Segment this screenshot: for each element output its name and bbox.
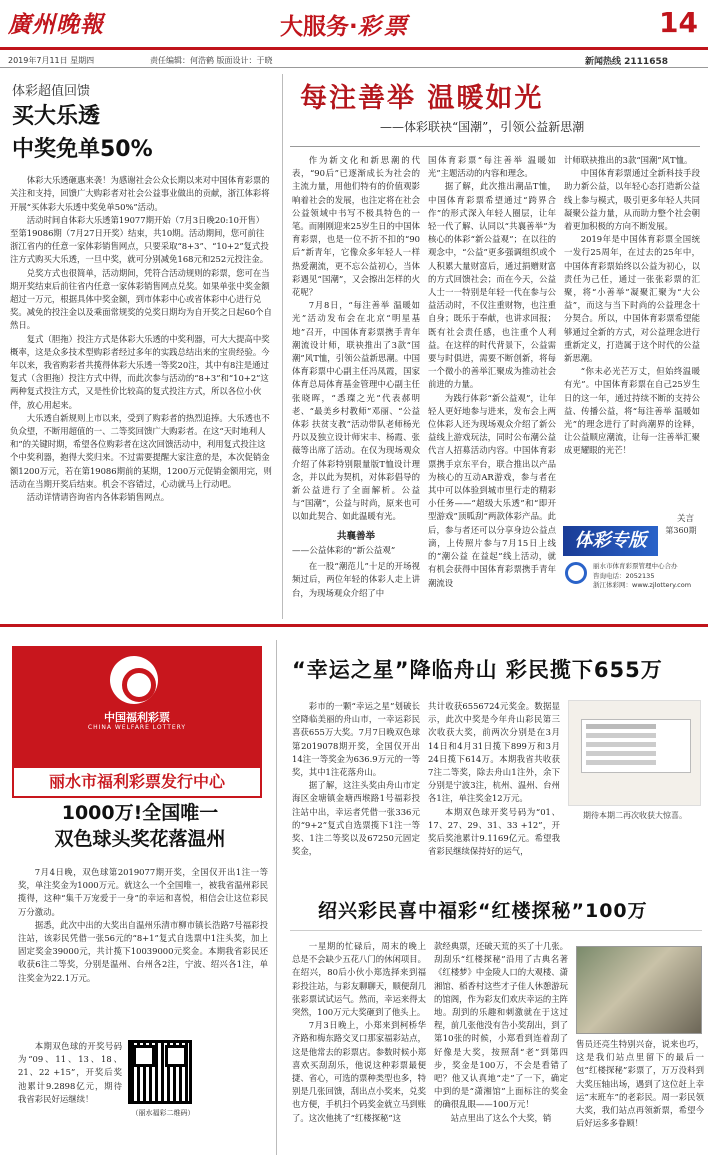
section-title: 大服务·彩票 bbox=[280, 13, 410, 40]
welfare-lottery-emblem-icon bbox=[110, 656, 158, 704]
sports-lottery-emblem-icon bbox=[565, 562, 587, 584]
issue-number: 第360期 bbox=[665, 526, 697, 535]
author-byline: 关言 bbox=[676, 514, 694, 524]
article-headline: “幸运之星”降临舟山 彩民揽下655万 bbox=[292, 658, 663, 682]
article-column-2 bbox=[428, 700, 560, 858]
paragraph: 国体育彩票“每注善举 温暖如光”主题活动的内容和理念。 bbox=[428, 155, 556, 179]
lottery-ticket bbox=[581, 719, 691, 773]
article-column-3 bbox=[564, 154, 700, 458]
info-rule bbox=[0, 67, 708, 68]
column-divider bbox=[282, 74, 283, 619]
article-column-2 bbox=[428, 154, 556, 590]
paragraph: 计师联袂推出的3款“国潮”风T恤。 bbox=[564, 155, 693, 165]
qr-caption: （丽水福彩二维码） bbox=[131, 1109, 195, 1117]
article-headline bbox=[20, 800, 260, 852]
article-column-1 bbox=[292, 700, 420, 858]
lottery-store-photo bbox=[576, 946, 702, 1034]
welfare-center-name: 丽水市福利彩票发行中心 bbox=[12, 766, 262, 798]
article-kicker: 体彩超值回馈 bbox=[12, 84, 91, 99]
paragraph: 为践行体彩“新公益观”，让年轻人更好地参与进来，发布会上两位体彩人还为现场观众介绍了新公益线上游戏玩法，同时公布潮公益代言人招募活动内容。中国体育彩票携手京东平台，联合推出以产品为核心的互动AR游戏，参与者在其中可以体验到城市里行走的精彩小任务——“超级大乐透”和“即开型游戏”顶呱刮“两款体彩产品。此后，参与者还可以分享身边公益点滴，上传照片参与7月15日上线的“潮公益 在益起”线上活动，就有机会获得中国体育彩票携手青年潮流设 bbox=[428, 392, 556, 588]
news-hotline: 新闻热线 2111658 bbox=[585, 57, 668, 67]
paragraph: 共计收获6556724元奖金。数据显示，此次中奖是今年舟山彩民第三次收获大奖，前两次分别是在3月14日和4月31日揽下899万和3月24日揽下614万。本期我省共收获7注二等奖，除去舟山1注外，余下分别是宁波3注，杭州、温州、台州各1注，单注奖金12万元。 bbox=[428, 701, 560, 804]
paragraph: 活动时间自体彩大乐透第19077期开始（7月3日晚20:10开售）至第19086期（7月27日开奖）结束，共10期。活动期间，您可前往浙江省内的任意一家体彩销售网点，只要采取“8+3”、“10+2”复式投注方式购买大乐透，一旦中奖，就可分别减免168元和252元投注金。 bbox=[10, 214, 269, 265]
contact-line: 丽水市体育彩票管理中心合办 bbox=[593, 562, 678, 570]
welfare-lottery-logo bbox=[12, 646, 262, 766]
article-column-1 bbox=[292, 154, 420, 600]
article-column-1 bbox=[292, 940, 426, 1125]
paragraph: 2019年是中国体育彩票全国统一发行25周年，在过去的25年中，中国体育彩票始终以公益为初心，以责任为己任，通过一张张彩票的汇聚，将“小善举”凝聚汇聚为“大公益”，而这与当下时尚的公益理念十分契合。所以，中国体育彩票希望能够通过全新的方式，对公益理念进行重新定义，打造属于这个时代的公益新思潮。 bbox=[564, 234, 700, 364]
headline-rule bbox=[290, 146, 700, 147]
masthead-rule bbox=[0, 47, 708, 50]
article-body-tail bbox=[18, 1040, 122, 1106]
paragraph: 作为新文化和新思潮的代表，“90后”已逐渐成长为社会的主流力量，用他们特有的价值观影响着社会的发展，也注定将在社会公益领域中书写不极具特色的一笔。而刚刚迎来25岁生日的中国体育彩票，也是一位不折不扣的“90后”新青年，它像众多年轻人一样热爱潮流，更不忘公益初心，当体彩遇见“国潮”，又会擦出怎样的火花呢？ bbox=[292, 155, 420, 298]
article-column-2 bbox=[434, 940, 568, 1125]
image-caption: 期待本期二再次收获大惊喜。 bbox=[583, 811, 687, 820]
paragraph: 大乐透自新规则上市以来，受到了购彩者的热烈追捧。大乐透也不负众望，不断用超值的一、二等奖回馈广大购彩者。在这“天时地利人和”的关键时期，希望各位购彩者在这次回馈活动中，利用复式投注这个中奖利器，抱得大奖归来。不过需要提醒大家注意的是，本次促销金额1200万元，若在第19086期前的某期，1200万元促销金额用完，则活动在当期开奖后结束。机会不容错过，心动就马上行动吧。 bbox=[10, 412, 272, 489]
sports-lottery-contact bbox=[593, 562, 691, 591]
paragraph: 兑奖方式也很简单，活动期间，凭符合活动规则的彩票，您可在当期开奖结束后前往省内任意一家体彩销售网点兑奖。如果单张中奖金额超过一万元，根据具体中奖金额，到市体彩中心或省体彩中心进行兑奖。减免的投注金以及乘面常规奖的兑奖日期均为自开奖之日起60个自然日。 bbox=[10, 267, 272, 331]
section-subhead: 共襄善举 bbox=[336, 530, 375, 542]
headline-line: 1000万!全国唯一 bbox=[61, 802, 219, 824]
paragraph: 款经典票，还破天荒的买了十几张。刮刮乐“红楼探秘”沿用了古典名著《红楼梦》中金陵人口的大观楼、潇湘馆、稻香村这些才子佳人休憩游玩的馆阁，作为彩友们欢庆幸运的主阵地。刮到的乐趣和刺激就在于这过程，前几张他没有告小奖刮出，到了第10张的时候，小郑看到连着刮了好像是大奖，按照刮“老”到第四步，奖金是100万，不会是看错了吧？他又认真地“走”了一下，确定中到的是“潇湘馆”上面标注的奖金的确很乱眼——100万元！ bbox=[434, 941, 568, 1110]
headline-rule bbox=[290, 930, 702, 931]
paragraph: 体彩大乐透砸惠来袭！为感谢社会公众长期以来对中国体育彩票的关注和支持，回馈广大购彩者对社会公益事业做出的贡献，浙江体彩将开展“买体彩大乐透中奖免单50%”活动。 bbox=[10, 175, 270, 212]
paragraph: 活动详情请咨询省内各体彩销售网点。 bbox=[26, 492, 170, 503]
info-bar bbox=[0, 53, 708, 67]
sports-lottery-box bbox=[563, 526, 701, 594]
paragraph: 在一股“潮范儿”十足的开场视频过后，两位年轻的体彩人走上讲台，为现场观众介绍了中 bbox=[292, 561, 420, 598]
paragraph: 本期双色球的开奖号码为“09、11、13、18、21、22 +15”，开奖后奖池累计9.2898亿元，期待我省彩民好运继续！ bbox=[18, 1041, 122, 1104]
paragraph: 一星期的忙碌后，周末的晚上总是不会缺少五花八门的休闲项目。在绍兴，80后小伙小郑选择来到福彩投注站，与彩友聊聊天，顺便刮几张彩票试试运气。然而，幸运来得太突然，100万元大奖砸到了他头上。 bbox=[292, 941, 426, 1018]
contact-line: 浙江体彩网：www.zjlottery.com bbox=[593, 581, 692, 589]
contact-line: 咨询电话：2052135 bbox=[593, 571, 655, 580]
issue-date: 2019年7月11日 星期四 bbox=[8, 56, 95, 65]
article-body bbox=[6, 174, 276, 504]
article-headline-line2: 中奖免单50% bbox=[12, 136, 153, 162]
paragraph: 中国体育彩票通过全新科技手段助力新公益，以年轻心态打造新公益线上参与模式，吸引更多年轻人共同凝聚公益力量，从而助力整个社会朝着更加积极的方向不断发展。 bbox=[564, 168, 700, 232]
paragraph: 站点里出了这么个大奖，销 bbox=[450, 1112, 552, 1123]
paragraph: 本期双色球开奖号码为“01、17、27、29、31、33 +12”，开奖后奖池累计9.1169亿元。希望我省彩民继续保持好的运气， bbox=[428, 806, 560, 857]
section-subhead-dek: ——公益体彩的“新公益观” bbox=[292, 545, 396, 556]
article-headline-line1: 买大乐透 bbox=[12, 104, 101, 129]
section-sub: 彩票 bbox=[357, 13, 410, 40]
paragraph: 据了解，此次推出潮品T恤，中国体育彩票希望通过“跨界合作”的形式深入年轻人圈层，让年轻一代了解、认同以“共襄善举”为核心的体彩“新公益观”；在以往的观念中，“公益”更多强调组织或个人积累大量财富后，通过捐赠财富的方式回馈社会；而在今天，公益人士一一特别是年轻一代在参与公益活动时，不仅注重财物，也注重自身；既乐于奉献，也讲求回报；既有社会责任感，也注重个人利益。在这样的时代背景下，公益需要与时俱进，需要不断创新，将每一个微小的善举汇聚成为推动社会前进的力量。 bbox=[428, 181, 556, 390]
masthead bbox=[0, 0, 708, 50]
section-separator bbox=[0, 624, 708, 627]
article-headline: 绍兴彩民喜中福彩“红楼探秘”100万 bbox=[318, 900, 648, 922]
welfare-logo-cn: 中国福利彩票 bbox=[104, 711, 170, 724]
paragraph: 7月8日，“每注善举 温暖如光”活动发布会在北京“明星基地”召开，中国体育彩票携手青年潮流设计师，联袂推出了3款“国潮”风T恤，引领公益新思潮。中国体育彩票中心副主任冯凤霞，国家体育总局体育基金管理中心副主任张晓晖，“悉璨之光”代表郝明老、“最美乡村教师”邓丽、“公益体彩 扶贫支教”活动带队老师杨光丹以及独立设计师宋丰、杨霞、张薇等出席了活动。在仅为现场观众介绍了体彩特别限量版T恤设计理念，并以此为契机，对体彩倡导的新公益进行了全面解析。公益与“国潮”，公益与时尚，原来也可以如此契合、如此温暖有光。 bbox=[292, 300, 420, 522]
lottery-ticket-image bbox=[568, 700, 701, 806]
paragraph: 据悉，此次中出的大奖出自温州乐清市柳市镇长浩路7号福彩投注站，该彩民凭借一张56元的“8+1”复式自选票中1注头奖，加上固定奖金39000元，共计揽下10039000元奖金。本期我省彩民还收获6注二等奖，分别是温州、台州各2注，宁波、绍兴各1注，单注奖金为22.1万元。 bbox=[18, 919, 268, 983]
sports-lottery-logo: 体彩专版 bbox=[563, 526, 658, 556]
paragraph: 彩市的一颗“幸运之星”划破长空降临美丽的舟山市，一幸运彩民喜获655万大奖。7月7日晚双色球第2019078期开奖，全国仅开出14注一等奖金为636.9万元的一等奖，其中1注花落舟山。 bbox=[292, 701, 420, 778]
article-daletou-rebate bbox=[6, 74, 276, 504]
paragraph: 复式（胆拖）投注方式是体彩大乐透的中奖利器，可大大提高中奖概率，这是众多技术型购彩者经过多年的实践总结出来的宝贵经验。今年以来，我省购彩者共揽得体彩大乐透一等奖20注，其中有8注是通过复式（含胆拖）投注方式中得，而此次参与活动的“8+3”和“10+2”这两种复式投注方式，又是性价比较高的复式投注方式，所以各位小伙伴，放心用起来。 bbox=[10, 333, 270, 410]
editor-credits: 责任编辑：何浩鹤 版面设计：于晓 bbox=[150, 56, 273, 65]
paragraph: “你未必光芒万丈，但始终温暖有光”。中国体育彩票在自己25岁生日的这一年，通过持续不断的支持公益、传播公益，将“每注善举 温暖如光”的理念进行了时尚潮界的诠释，让公益顺应潮流，让每一注善举汇聚成更耀眼的光芒！ bbox=[564, 366, 700, 456]
column-divider bbox=[276, 640, 277, 1155]
welfare-logo-en: CHINA WELFARE LOTTERY bbox=[87, 724, 187, 731]
paragraph: 据了解，这注头奖由舟山市定海区金塘镇金塘西堠路1号福彩投注站中出，幸运者凭借一张336元的“9+2”复式自选票揽下1注一等奖、1注二等奖以及67250元固定奖金， bbox=[292, 780, 420, 857]
page-number: 14 bbox=[659, 6, 698, 39]
headline-line: 双色球头奖花落温州 bbox=[54, 828, 226, 850]
article-headline: 每注善举 温暖如光 bbox=[300, 83, 544, 114]
paragraph: 7月4日晚，双色球第2019077期开奖，全国仅开出1注一等奖，单注奖金为1000万元。就这么一个全国唯一，被我省温州彩民揽得，这种“集千万宠爱于一身”的幸运和喜悦，相信会让这位彩民万分激动。 bbox=[18, 867, 268, 917]
article-body bbox=[18, 866, 268, 985]
article-subheadline: ——体彩联袂“国潮”，引领公益新思潮 bbox=[380, 120, 585, 134]
paragraph: 7月3日晚上，小郑来到柯桥华齐路和梅东路交叉口那家福彩站点，这是他常去的彩票店。参数时候小郑喜欢买刮刮乐，他说这种彩票最便捷、省心，可选的票种类型也多，特别是几张回馈，刮出点小奖来，兑奖也方便，手机扫个码奖金就立马到账了。这次他挑了“红楼探秘”这 bbox=[292, 1020, 426, 1123]
newspaper-logo: 廣州晚報 bbox=[8, 11, 104, 38]
photo-caption: 售员还亮生特别兴奋，说来也巧，这是我们站点里留下的最后一包“红楼探秘”彩票了，万万没料到大奖压轴出场，遇到了这位赶上幸运“末班车”的老彩民。周一彩民领大奖，我们站点再领新票，希望今后好运多多眷顾！ bbox=[576, 1039, 704, 1129]
qr-code-icon[interactable] bbox=[128, 1040, 192, 1104]
section-name: 大服务 bbox=[280, 14, 349, 40]
